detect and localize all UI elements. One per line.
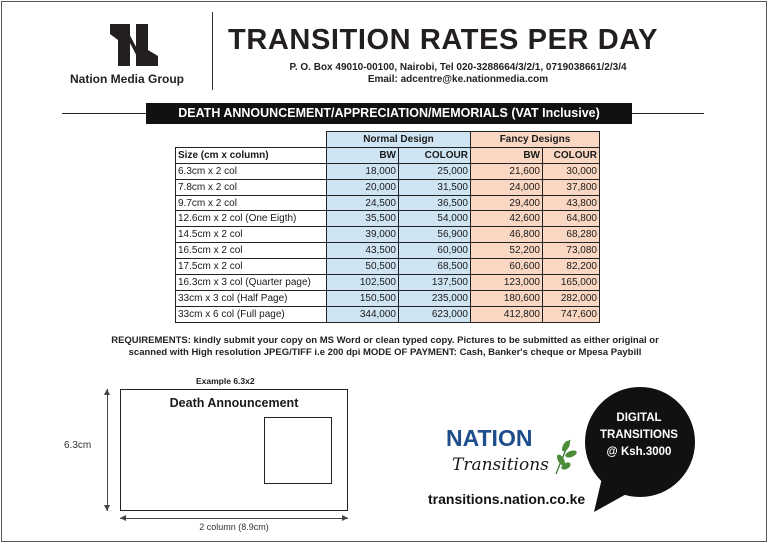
size-cell: 14.5cm x 2 col	[176, 227, 327, 243]
normal-colour-cell: 60,900	[399, 243, 471, 259]
contact-info	[228, 62, 688, 86]
nation-media-group-logo	[108, 20, 160, 70]
size-cell: 17.5cm x 2 col	[176, 259, 327, 275]
fancy-bw-cell: 29,400	[471, 195, 543, 211]
fancy-colour-cell: 165,000	[543, 275, 600, 291]
fancy-bw-cell: 52,200	[471, 243, 543, 259]
table-row	[176, 227, 600, 243]
table-row	[176, 163, 600, 179]
size-cell: 16.5cm x 2 col	[176, 243, 327, 259]
header-divider	[212, 12, 213, 90]
fancy-colour-cell: 43,800	[543, 195, 600, 211]
table-row	[176, 195, 600, 211]
size-cell: 16.3cm x 3 col (Quarter page)	[176, 275, 327, 291]
normal-colour-cell: 235,000	[399, 290, 471, 306]
size-cell: 33cm x 6 col (Full page)	[176, 306, 327, 322]
bubble-line-3: @ Ksh.3000	[606, 446, 672, 458]
normal-colour-cell: 68,500	[399, 259, 471, 275]
fancy-colour-header: COLOUR	[543, 147, 600, 163]
requirements-line-2: scanned with High resolution JPEG/TIFF i.e 200 dpi MODE OF PAYMENT: Cash, Banker's cheque or Mpesa Paybill	[128, 347, 642, 358]
normal-bw-cell: 35,500	[327, 211, 399, 227]
normal-bw-cell: 50,500	[327, 259, 399, 275]
group-header-normal: Normal Design	[327, 132, 471, 148]
table-row	[176, 290, 600, 306]
table-row	[176, 275, 600, 291]
normal-bw-header: BW	[327, 147, 399, 163]
table-row	[176, 179, 600, 195]
brand-name: Nation Media Group	[70, 72, 184, 86]
fancy-colour-cell: 37,800	[543, 179, 600, 195]
normal-bw-cell: 43,500	[327, 243, 399, 259]
size-cell: 9.7cm x 2 col	[176, 195, 327, 211]
fancy-bw-cell: 180,600	[471, 290, 543, 306]
size-cell: 33cm x 3 col (Half Page)	[176, 290, 327, 306]
normal-bw-cell: 102,500	[327, 275, 399, 291]
photo-placeholder	[264, 417, 332, 484]
normal-colour-cell: 137,500	[399, 275, 471, 291]
fancy-bw-cell: 42,600	[471, 211, 543, 227]
fancy-bw-cell: 46,800	[471, 227, 543, 243]
email-line: Email: adcentre@ke.nationmedia.com	[367, 74, 549, 85]
bubble-line-2: TRANSITIONS	[600, 429, 678, 441]
table-row	[176, 211, 600, 227]
fancy-bw-cell: 412,800	[471, 306, 543, 322]
logo-script: Transitions	[452, 455, 549, 475]
fancy-bw-cell: 24,000	[471, 179, 543, 195]
website-url: transitions.nation.co.ke	[428, 491, 586, 507]
normal-bw-cell: 18,000	[327, 163, 399, 179]
normal-colour-cell: 25,000	[399, 163, 471, 179]
size-cell: 12.6cm x 2 col (One Eigth)	[176, 211, 327, 227]
sample-ad-box	[120, 389, 348, 511]
bubble-text	[579, 410, 699, 461]
section-band-title: DEATH ANNOUNCEMENT/APPRECIATION/MEMORIALS (VAT Inclusive)	[146, 103, 632, 124]
table-column-header-row	[176, 147, 600, 163]
width-dimension-arrow	[120, 518, 348, 519]
page-title: TRANSITION RATES PER DAY	[228, 24, 659, 56]
rates-table	[175, 131, 600, 323]
normal-colour-cell: 54,000	[399, 211, 471, 227]
size-column-header: Size (cm x column)	[176, 147, 327, 163]
table-row	[176, 259, 600, 275]
fancy-colour-cell: 82,200	[543, 259, 600, 275]
normal-bw-cell: 20,000	[327, 179, 399, 195]
fancy-colour-cell: 747,600	[543, 306, 600, 322]
normal-bw-cell: 24,500	[327, 195, 399, 211]
normal-bw-cell: 344,000	[327, 306, 399, 322]
address-line: P. O. Box 49010-00100, Nairobi, Tel 020-3288664/3/2/1, 0719038661/2/3/4	[289, 62, 627, 73]
bubble-line-1: DIGITAL	[616, 412, 662, 424]
fancy-colour-cell: 30,000	[543, 163, 600, 179]
size-cell: 7.8cm x 2 col	[176, 179, 327, 195]
fancy-colour-cell: 64,800	[543, 211, 600, 227]
normal-colour-cell: 56,900	[399, 227, 471, 243]
fancy-bw-cell: 21,600	[471, 163, 543, 179]
fancy-bw-header: BW	[471, 147, 543, 163]
table-group-header-row	[176, 132, 600, 148]
example-label: Example 6.3x2	[196, 376, 255, 386]
fancy-bw-cell: 123,000	[471, 275, 543, 291]
table-row	[176, 243, 600, 259]
fancy-colour-cell: 282,000	[543, 290, 600, 306]
fancy-colour-cell: 73,080	[543, 243, 600, 259]
requirements-line-1: REQUIREMENTS: kindly submit your copy on MS Word or clean typed copy. Pictures to be submitted as either original or	[111, 335, 659, 346]
fancy-colour-cell: 68,280	[543, 227, 600, 243]
normal-bw-cell: 150,500	[327, 290, 399, 306]
size-cell: 6.3cm x 2 col	[176, 163, 327, 179]
table-row	[176, 306, 600, 322]
logo-word: NATION	[446, 425, 533, 451]
sample-ad-title: Death Announcement	[169, 396, 299, 410]
normal-colour-cell: 623,000	[399, 306, 471, 322]
height-label: 6.3cm	[64, 440, 92, 451]
normal-colour-cell: 36,500	[399, 195, 471, 211]
normal-colour-cell: 31,500	[399, 179, 471, 195]
table-corner-cell	[176, 132, 327, 148]
normal-bw-cell: 39,000	[327, 227, 399, 243]
requirements-note	[70, 335, 700, 359]
width-label: 2 column (8.9cm)	[199, 522, 269, 532]
nation-transitions-logo	[444, 424, 584, 480]
normal-colour-header: COLOUR	[399, 147, 471, 163]
height-dimension-arrow	[107, 389, 108, 511]
group-header-fancy: Fancy Designs	[471, 132, 600, 148]
fancy-bw-cell: 60,600	[471, 259, 543, 275]
